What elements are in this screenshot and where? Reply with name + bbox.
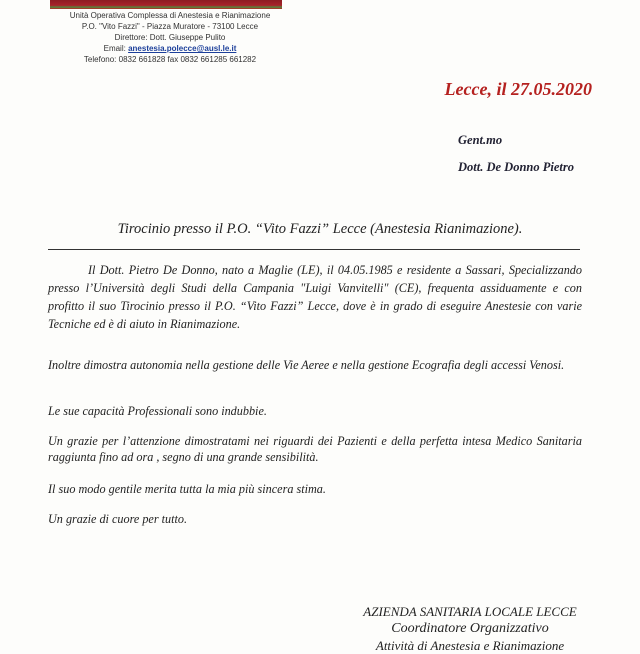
signature-role: Coordinatore Organizzativo: [391, 621, 549, 636]
signature-block: [300, 603, 640, 654]
director: Direttore: Dott. Giuseppe Pulito: [114, 33, 226, 42]
email-line: Email: anestesia.polecce@ausl.le.it: [103, 44, 237, 53]
paragraph: Inoltre dimostra autonomia nella gestione delle Vie Aeree e nella gestione Ecografia degli accessi Venosi.: [48, 358, 565, 372]
signature-dept: Attività di Anestesia e Rianimazione: [375, 638, 565, 653]
paragraph: Il suo modo gentile merita tutta la mia più sincera stima.: [48, 482, 326, 496]
hospital-address: P.O. "Vito Fazzi" - Piazza Muratore - 73100 Lecce: [81, 22, 259, 31]
paragraph: Le sue capacità Professionali sono indubbie.: [48, 404, 267, 418]
paragraph: Un grazie di cuore per tutto.: [48, 512, 188, 526]
paragraph: Un grazie per l’attenzione dimostratami nei riguardi dei Pazienti e della perfetta intesa Medico Sanitaria raggiunta fino ad ora , segno di una grande sensibilità.: [48, 434, 582, 464]
divider: [48, 249, 580, 250]
letterhead-logo: [50, 0, 282, 9]
signature-org: AZIENDA SANITARIA LOCALE LECCE: [363, 604, 577, 619]
subject: Tirocinio presso il P.O. “Vito Fazzi” Lecce (Anestesia Rianimazione).: [117, 221, 523, 237]
phone: Telefono: 0832 661828 fax 0832 661285 661282: [83, 55, 257, 64]
letterhead: [40, 10, 300, 65]
unit-name: Unità Operativa Complessa di Anestesia e Rianimazione: [69, 11, 271, 20]
email-link[interactable]: anestesia.polecce@ausl.le.it: [128, 44, 237, 53]
salutation: Gent.mo: [458, 133, 503, 147]
letter-date: Lecce, il 27.05.2020: [444, 79, 592, 99]
recipient: Dott. De Donno Pietro: [458, 160, 574, 174]
paragraph: Il Dott. Pietro De Donno, nato a Maglie (LE), il 04.05.1985 e residente a Sassari, Specializzando presso l’Università degli Studi della Campania "Luigi Vanvitelli" (CE), frequenta assiduamente e con profitto il suo Tirocinio presso il P.O. “Vito Fazzi” Lecce, dove è in grado di eseguire Anestesie con varie Tecniche ed è di aiuto in Rianimazione.: [48, 263, 582, 331]
